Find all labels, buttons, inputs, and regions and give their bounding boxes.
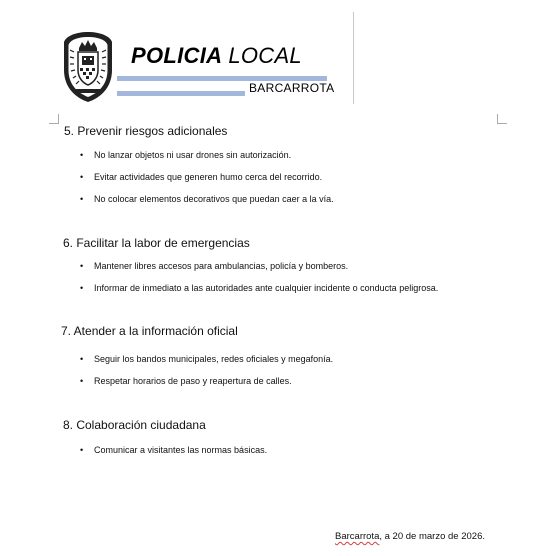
signature-date-line [335, 531, 485, 542]
header-divider [353, 12, 354, 104]
list-item-text: Mantener libres accesos para ambulancias, policía y bomberos. [94, 261, 349, 271]
decorative-stripe-bottom [117, 91, 245, 96]
section-heading: 5. Prevenir riesgos adicionales [64, 124, 228, 138]
footer-date: , a 20 de marzo de 2026. [379, 531, 485, 542]
list-item-text: No lanzar objetos ni usar drones sin autorización. [94, 150, 292, 160]
bullet-icon: • [80, 376, 84, 386]
section-heading: 7. Atender a la información oficial [61, 324, 238, 338]
list-item-text: Seguir los bandos municipales, redes oficiales y megafonía. [94, 354, 334, 364]
footer-place: Barcarrota [335, 531, 380, 542]
bullet-icon: • [80, 445, 84, 455]
bullet-icon: • [80, 150, 84, 160]
list-item-text: Respetar horarios de paso y reapertura de calles. [94, 376, 292, 386]
list-item-text: Evitar actividades que generen humo cerca del recorrido. [94, 172, 323, 182]
list-item-text: Informar de inmediato a las autoridades ante cualquier incidente o conducta peligrosa. [94, 283, 439, 293]
title-word-local: LOCAL [228, 43, 302, 68]
coat-of-arms-icon [60, 30, 116, 104]
list-item-text: Comunicar a visitantes las normas básicas. [94, 445, 268, 455]
letterhead [0, 0, 559, 112]
section-heading: 6. Facilitar la labor de emergencias [63, 236, 250, 250]
bullet-icon: • [80, 354, 84, 364]
bullet-icon: • [80, 172, 84, 182]
bullet-icon: • [80, 261, 84, 271]
margin-corner-mark-right [497, 114, 507, 124]
letterhead-subtitle: BARCARROTA [249, 81, 335, 95]
bullet-icon: • [80, 194, 84, 204]
margin-corner-mark-left [49, 114, 59, 124]
title-word-policia: POLICIA [131, 43, 223, 68]
section-heading: 8. Colaboración ciudadana [63, 418, 206, 432]
bullet-icon: • [80, 283, 84, 293]
list-item-text: No colocar elementos decorativos que puedan caer a la vía. [94, 194, 334, 204]
letterhead-title [131, 43, 302, 69]
